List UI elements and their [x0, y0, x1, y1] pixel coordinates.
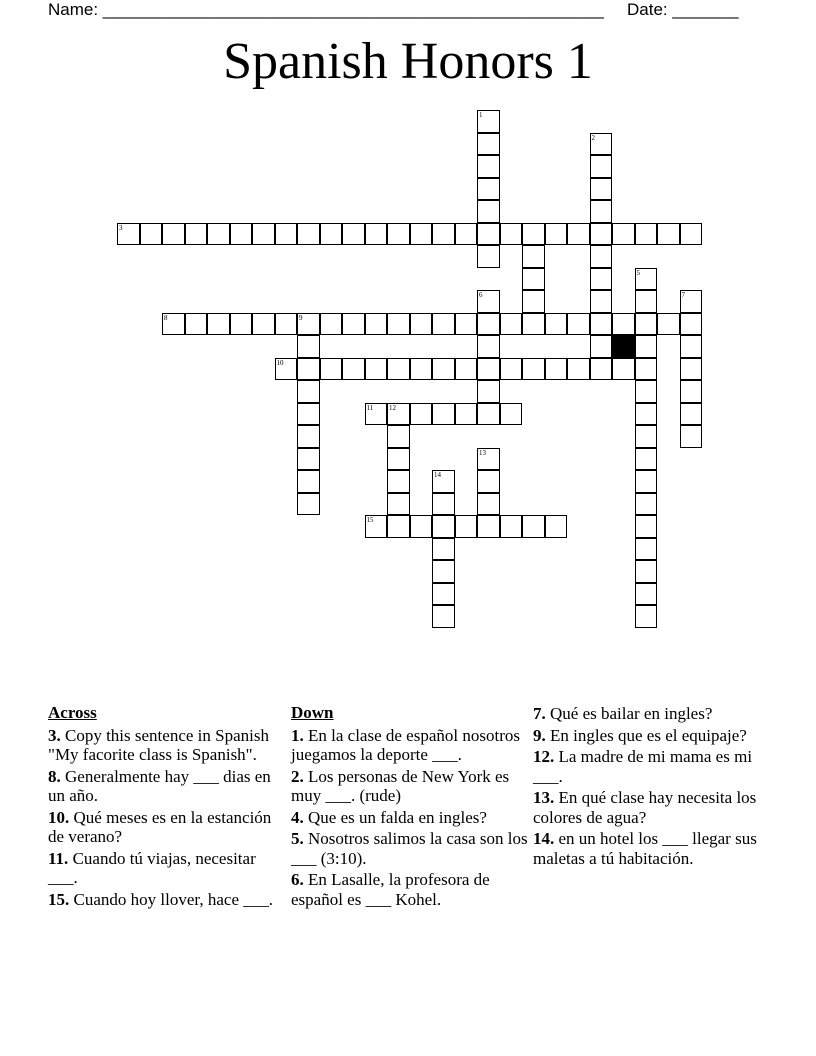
clue-text: Cuando hoy llover, hace ___.: [73, 889, 273, 909]
grid-cell[interactable]: [387, 448, 410, 471]
grid-cell[interactable]: [185, 223, 208, 246]
clue-number-label: 2: [591, 133, 595, 142]
grid-cell[interactable]: [387, 403, 410, 426]
grid-cell[interactable]: [477, 313, 500, 336]
grid-cell[interactable]: [590, 290, 613, 313]
grid-cell[interactable]: [590, 245, 613, 268]
grid-cell[interactable]: [500, 515, 523, 538]
grid-cell[interactable]: [432, 605, 455, 628]
clue-number-label: 8: [164, 313, 168, 322]
grid-cell[interactable]: [590, 178, 613, 201]
clue-number: 1.: [291, 725, 304, 745]
grid-cell[interactable]: [365, 515, 388, 538]
date-field[interactable]: Date: _______: [627, 0, 739, 19]
grid-cell[interactable]: [477, 223, 500, 246]
grid-cell[interactable]: [297, 470, 320, 493]
grid-cell[interactable]: [612, 223, 635, 246]
grid-cell[interactable]: [477, 290, 500, 313]
grid-cell[interactable]: [387, 313, 410, 336]
grid-cell[interactable]: [387, 515, 410, 538]
grid-cell[interactable]: [657, 223, 680, 246]
grid-cell[interactable]: [387, 470, 410, 493]
grid-cell[interactable]: [635, 493, 658, 516]
grid-cell[interactable]: [162, 223, 185, 246]
grid-cell[interactable]: [387, 358, 410, 381]
clue-down-7: [533, 704, 773, 724]
grid-cell[interactable]: [500, 358, 523, 381]
grid-cell[interactable]: [432, 358, 455, 381]
clue-text: Copy this sentence in Spanish "My facorite class is Spanish".: [48, 725, 269, 764]
grid-cell[interactable]: [680, 313, 703, 336]
grid-cell[interactable]: [612, 313, 635, 336]
grid-cell[interactable]: [297, 448, 320, 471]
grid-cell[interactable]: [590, 223, 613, 246]
grid-cell[interactable]: [477, 133, 500, 156]
grid-cell[interactable]: [680, 425, 703, 448]
clue-number: 13.: [533, 788, 555, 807]
grid-cell[interactable]: [207, 313, 230, 336]
clue-number-label: 13: [479, 448, 486, 457]
clue-text: Generalmente hay ___ dias en un año.: [48, 766, 271, 805]
grid-cell[interactable]: [590, 133, 613, 156]
clue-number: 9.: [533, 725, 546, 745]
clue-number: 10.: [48, 807, 70, 827]
grid-cell[interactable]: [477, 335, 500, 358]
grid-cell[interactable]: [410, 358, 433, 381]
grid-cell[interactable]: [590, 155, 613, 178]
grid-cell[interactable]: [635, 313, 658, 336]
grid-cell[interactable]: [635, 223, 658, 246]
grid-cell[interactable]: [252, 313, 275, 336]
grid-cell[interactable]: [320, 358, 343, 381]
grid-cell[interactable]: [455, 358, 478, 381]
grid-cell[interactable]: [185, 313, 208, 336]
grid-cell[interactable]: [365, 358, 388, 381]
page-title: Spanish Honors 1: [223, 33, 593, 90]
grid-cell[interactable]: [522, 223, 545, 246]
grid-cell[interactable]: [477, 448, 500, 471]
clue-across-3: [48, 726, 284, 765]
grid-cell[interactable]: [522, 313, 545, 336]
grid-cell[interactable]: [320, 223, 343, 246]
grid-cell[interactable]: [680, 335, 703, 358]
clue-text: En ingles que es el equipaje?: [550, 725, 747, 745]
grid-cell[interactable]: [477, 515, 500, 538]
grid-cell[interactable]: [140, 223, 163, 246]
clue-number-label: 12: [389, 403, 396, 412]
grid-cell[interactable]: [635, 538, 658, 561]
grid-cell[interactable]: [657, 313, 680, 336]
grid-cell[interactable]: [275, 313, 298, 336]
clue-down-9: [533, 726, 773, 746]
down-heading: Down: [291, 703, 334, 722]
grid-cell[interactable]: [567, 358, 590, 381]
grid-cell[interactable]: [522, 268, 545, 291]
grid-cell[interactable]: [275, 223, 298, 246]
grid-cell[interactable]: [477, 380, 500, 403]
grid-cell[interactable]: [635, 560, 658, 583]
clue-number-label: 5: [636, 268, 640, 277]
grid-cell[interactable]: [297, 425, 320, 448]
grid-cell[interactable]: [252, 223, 275, 246]
clue-number: 12.: [533, 747, 555, 766]
grid-cell[interactable]: [410, 313, 433, 336]
clue-across-10: [48, 808, 284, 847]
grid-cell[interactable]: [297, 380, 320, 403]
grid-cell[interactable]: [635, 605, 658, 628]
grid-cell[interactable]: [477, 110, 500, 133]
grid-cell[interactable]: [545, 313, 568, 336]
clue-number-label: 7: [681, 291, 685, 299]
clue-down-13: [533, 788, 773, 827]
grid-cell[interactable]: [387, 223, 410, 246]
clue-down-5: [291, 829, 531, 868]
clue-text: en un hotel los ___ llegar sus maletas a tú habitación.: [533, 829, 757, 868]
grid-cell[interactable]: [635, 403, 658, 426]
grid-cell[interactable]: [590, 268, 613, 291]
grid-cell[interactable]: [635, 515, 658, 538]
grid-cell[interactable]: [275, 358, 298, 381]
clue-text: La madre de mi mama es mi ___.: [533, 747, 753, 786]
grid-cell[interactable]: [342, 223, 365, 246]
clue-number-label: 1: [479, 111, 483, 119]
grid-cell[interactable]: [432, 515, 455, 538]
grid-cell[interactable]: [545, 223, 568, 246]
grid-cell[interactable]: [297, 313, 320, 336]
clue-text: Los personas de New York es muy ___. (rude): [291, 766, 510, 805]
clue-text: Qué meses es en la estanción de verano?: [48, 807, 272, 846]
clue-number-label: 11: [366, 403, 374, 412]
clue-text: Que es un falda en ingles?: [308, 807, 487, 827]
across-clues: [48, 703, 284, 911]
grid-cell[interactable]: [455, 403, 478, 426]
clue-text: Cuando tú viajas, necesitar ___.: [48, 848, 256, 887]
grid-cell[interactable]: [432, 223, 455, 246]
grid-cell[interactable]: [522, 358, 545, 381]
grid-cell[interactable]: [477, 493, 500, 516]
grid-cell[interactable]: [432, 538, 455, 561]
grid-cell[interactable]: [500, 403, 523, 426]
clue-number-label: 9: [299, 313, 303, 322]
grid-cell[interactable]: [342, 358, 365, 381]
clue-number-label: 14: [434, 471, 441, 479]
clue-across-11: [48, 849, 284, 888]
grid-cell[interactable]: [477, 155, 500, 178]
grid-cell[interactable]: [432, 560, 455, 583]
clue-text: Qué es bailar en ingles?: [550, 704, 713, 723]
grid-cell[interactable]: [635, 358, 658, 381]
grid-cell[interactable]: [680, 380, 703, 403]
grid-cell[interactable]: [590, 358, 613, 381]
grid-cell[interactable]: [635, 470, 658, 493]
clue-number: 6.: [291, 870, 304, 889]
clue-across-8: [48, 767, 284, 806]
grid-cell[interactable]: [455, 515, 478, 538]
grid-cell[interactable]: [387, 425, 410, 448]
grid-cell[interactable]: [477, 178, 500, 201]
grid-cell[interactable]: [635, 425, 658, 448]
grid-cell[interactable]: [432, 470, 455, 493]
clue-down-12: [533, 747, 773, 786]
clue-number: 4.: [291, 807, 304, 827]
grid-cell[interactable]: [477, 358, 500, 381]
grid-cell[interactable]: [477, 200, 500, 223]
down-clues-continued: [533, 704, 773, 870]
grid-cell[interactable]: [500, 313, 523, 336]
grid-cell[interactable]: [230, 313, 253, 336]
grid-cell[interactable]: [545, 515, 568, 538]
clue-number: 8.: [48, 766, 61, 786]
clue-down-4: [291, 808, 531, 828]
grid-cell[interactable]: [590, 313, 613, 336]
grid-cell[interactable]: [297, 493, 320, 516]
grid-cell[interactable]: [117, 223, 140, 246]
grid-cell[interactable]: [432, 493, 455, 516]
clue-number: 15.: [48, 889, 70, 909]
grid-cell[interactable]: [635, 290, 658, 313]
grid-cell[interactable]: [522, 245, 545, 268]
clue-text: En la clase de español nosotros juegamos la deporte ___.: [291, 725, 520, 764]
grid-cell[interactable]: [635, 583, 658, 606]
clue-down-6: [291, 870, 531, 909]
grid-cell[interactable]: [432, 403, 455, 426]
down-clues: [291, 703, 531, 911]
grid-cell[interactable]: [297, 223, 320, 246]
grid-cell[interactable]: [567, 313, 590, 336]
grid-cell[interactable]: [680, 403, 703, 426]
clue-number: 11.: [48, 848, 69, 868]
grid-cell[interactable]: [410, 515, 433, 538]
grid-cell[interactable]: [477, 470, 500, 493]
grid-cell[interactable]: [297, 358, 320, 381]
grid-cell[interactable]: [635, 268, 658, 291]
grid-cell[interactable]: [635, 335, 658, 358]
clue-down-1: [291, 726, 531, 765]
grid-cell[interactable]: [522, 515, 545, 538]
grid-cell[interactable]: [522, 290, 545, 313]
across-heading: Across: [48, 703, 97, 722]
grid-cell[interactable]: [590, 200, 613, 223]
clue-number: 5.: [291, 829, 304, 848]
grid-cell[interactable]: [477, 403, 500, 426]
grid-cell[interactable]: [410, 403, 433, 426]
grid-cell[interactable]: [320, 313, 343, 336]
clue-number: 14.: [533, 829, 555, 848]
grid-cell[interactable]: [432, 583, 455, 606]
grid-cell[interactable]: [162, 313, 185, 336]
clue-number: 2.: [291, 766, 304, 786]
clue-number-label: 6: [479, 291, 483, 299]
grid-cell[interactable]: [680, 358, 703, 381]
clue-text: En Lasalle, la profesora de español es ___ Kohel.: [291, 870, 490, 909]
grid-cell[interactable]: [432, 313, 455, 336]
grid-cell[interactable]: [410, 223, 433, 246]
grid-cell[interactable]: [365, 403, 388, 426]
clue-text: Nosotros salimos la casa son los ___ (3:10).: [291, 829, 528, 868]
clue-down-14: [533, 829, 773, 868]
grid-cell[interactable]: [635, 380, 658, 403]
clue-number-label: 3: [119, 223, 123, 232]
clue-number: 3.: [48, 725, 61, 745]
grid-cell[interactable]: [297, 403, 320, 426]
name-field[interactable]: Name: _____________________________________________________: [48, 0, 604, 19]
grid-cell[interactable]: [455, 313, 478, 336]
grid-cell[interactable]: [297, 335, 320, 358]
grid-cell[interactable]: [207, 223, 230, 246]
grid-cell[interactable]: [500, 223, 523, 246]
clue-text: En qué clase hay necesita los colores de agua?: [533, 788, 757, 827]
grid-cell[interactable]: [545, 358, 568, 381]
grid-cell[interactable]: [387, 493, 410, 516]
grid-cell[interactable]: [230, 223, 253, 246]
grid-cell[interactable]: [477, 245, 500, 268]
clue-number: 7.: [533, 704, 546, 723]
grid-cell[interactable]: [612, 358, 635, 381]
grid-cell[interactable]: [365, 313, 388, 336]
clue-number-label: 10: [276, 358, 284, 367]
grid-cell[interactable]: [455, 223, 478, 246]
grid-cell[interactable]: [635, 448, 658, 471]
grid-cell[interactable]: [365, 223, 388, 246]
clue-down-2: [291, 767, 531, 806]
black-square: [612, 335, 635, 358]
grid-cell[interactable]: [590, 335, 613, 358]
grid-cell[interactable]: [567, 223, 590, 246]
grid-cell[interactable]: [342, 313, 365, 336]
clue-across-15: [48, 890, 284, 910]
grid-cell[interactable]: [680, 290, 703, 313]
clue-number-label: 15: [366, 516, 374, 524]
grid-cell[interactable]: [680, 223, 703, 246]
